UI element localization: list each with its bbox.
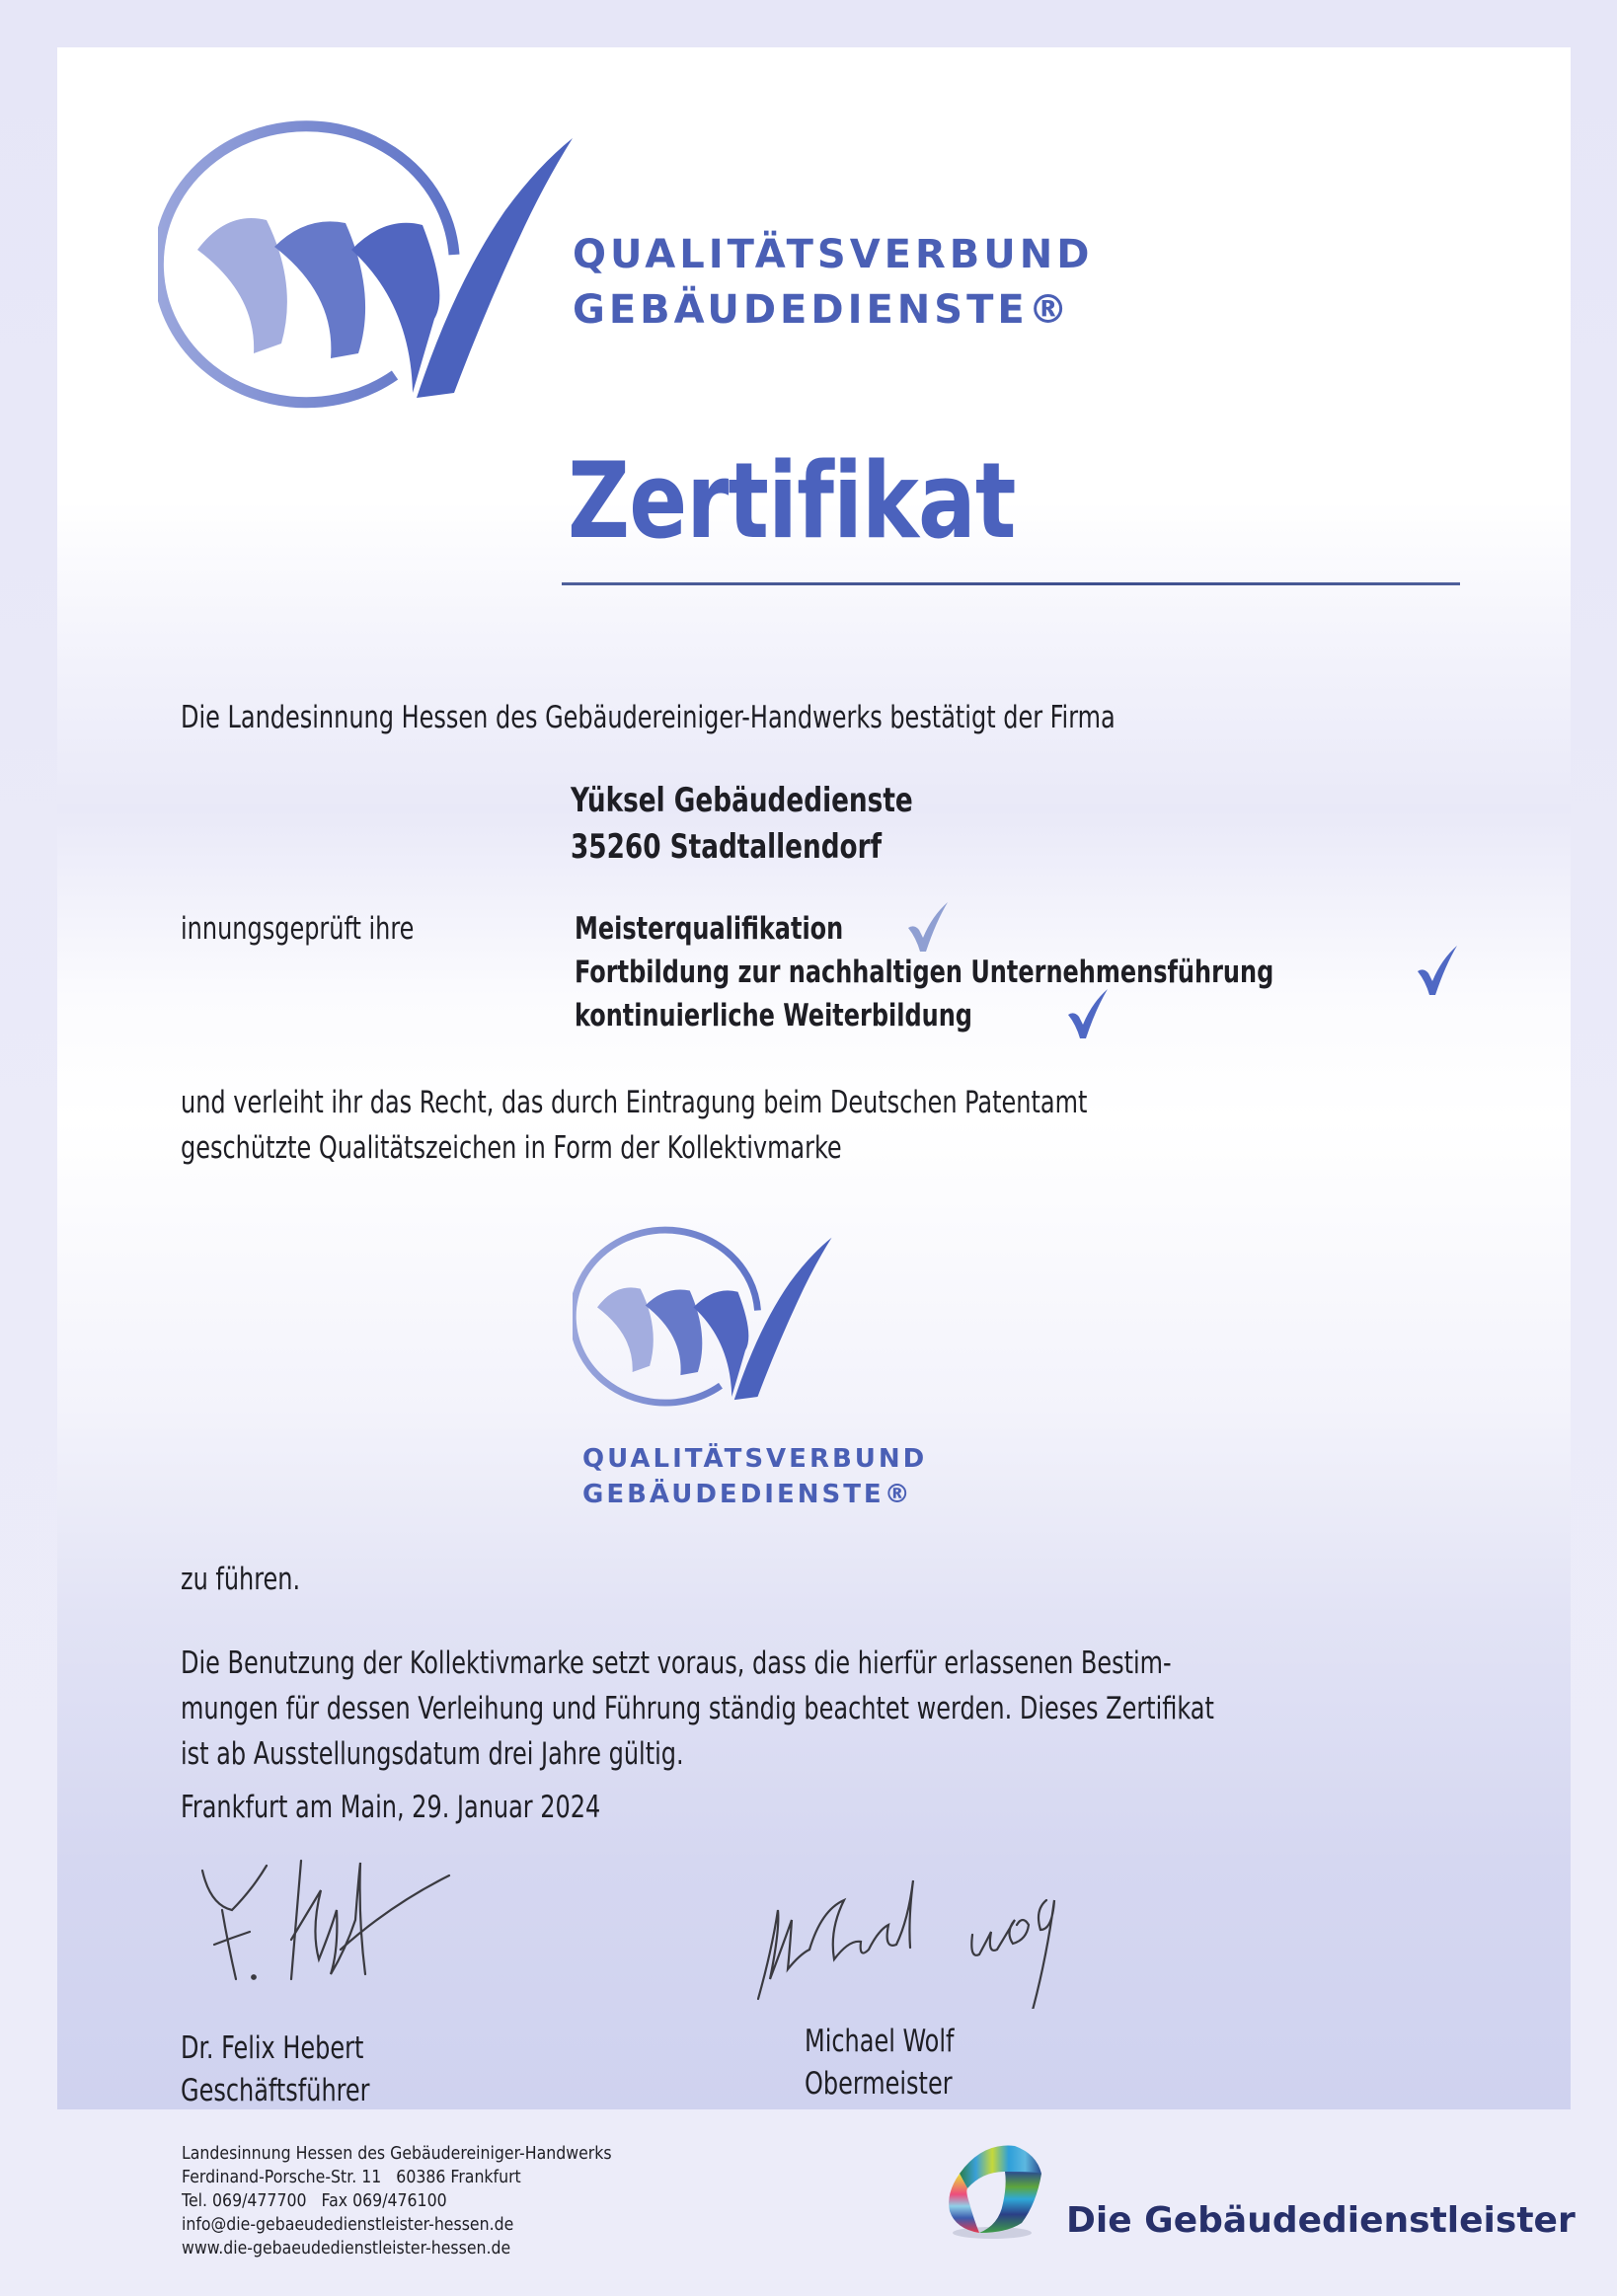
- qualification-item: [575, 998, 1388, 1044]
- page-title: Zertifikat: [568, 440, 1016, 562]
- firm-block: [571, 781, 968, 877]
- qualitaetsverbund-logo-icon: [158, 116, 582, 432]
- place-date: [181, 1790, 669, 1825]
- qualification-item: [575, 911, 1388, 957]
- footer-website[interactable]: www.die-gebaeudedienstleister-hessen.de: [182, 2239, 511, 2258]
- qualification-text: kontinuierliche Weiterbildung: [575, 998, 972, 1033]
- collective-mark-line-1: QUALITÄTSVERBUND: [582, 1444, 928, 1474]
- footer-brand-name: Die Gebäudedienstleister: [1066, 2200, 1576, 2241]
- collective-mark-wordmark: [582, 1446, 927, 1517]
- qualification-text: Fortbildung zur nachhaltigen Unternehmensführung: [575, 955, 1274, 990]
- intro-line: Die Landesinnung Hessen des Gebäudereiniger-Handwerks bestätigt der Firma: [181, 700, 1116, 735]
- footer-contact-line: Landesinnung Hessen des Gebäudereiniger-Handwerks: [182, 2144, 612, 2164]
- signatory-name: Michael Wolf: [805, 2024, 955, 2059]
- grant-text: [181, 1085, 1235, 1179]
- qualitaetsverbund-logo-icon: [573, 1224, 869, 1421]
- footer-contact: [182, 2142, 659, 2260]
- signatory-role: Geschäftsführer: [181, 2073, 370, 2108]
- signatory-1: [181, 2030, 401, 2118]
- title-divider: [562, 582, 1460, 585]
- brand-line-1: QUALITÄTSVERBUND: [573, 232, 1094, 277]
- grant-line-2: geschützte Qualitätszeichen in Form der Kollektivmarke: [181, 1130, 842, 1166]
- qualifications-label-text: innungsgeprüft ihre: [181, 911, 415, 947]
- intro-text: [181, 700, 1268, 735]
- signature-icon: [750, 1871, 1116, 2009]
- checkmark-icon: [906, 900, 950, 954]
- closing-line: zu führen.: [181, 1562, 301, 1597]
- checkmark-icon: [1416, 944, 1459, 997]
- terms-line-3: ist ab Ausstellungsdatum drei Jahre gültig.: [181, 1736, 684, 1772]
- footer-email[interactable]: info@die-gebaeudedienstleister-hessen.de: [182, 2215, 514, 2235]
- signatory-name: Dr. Felix Hebert: [181, 2030, 364, 2066]
- footer-contact-line: Tel. 069/477700 Fax 069/476100: [182, 2191, 447, 2211]
- signatory-2: [805, 2024, 978, 2111]
- brand-wordmark: [573, 232, 1094, 345]
- terms-line-2: mungen für dessen Verleihung und Führung ständig beachtet werden. Dieses Zertifikat: [181, 1691, 1214, 1726]
- place-date-text: Frankfurt am Main, 29. Januar 2024: [181, 1790, 601, 1825]
- checkmark-icon: [1066, 987, 1110, 1040]
- terms-text: [181, 1645, 1464, 1785]
- qualifications-label: [181, 911, 452, 947]
- collective-mark-line-2: GEBÄUDEDIENSTE®: [582, 1480, 913, 1509]
- qualification-item: [575, 957, 1388, 1001]
- firm-location: 35260 Stadtallendorf: [571, 827, 883, 867]
- signatory-role: Obermeister: [805, 2066, 953, 2102]
- signature-icon: [192, 1851, 508, 1999]
- footer-contact-line: Ferdinand-Porsche-Str. 11 60386 Frankfurt: [182, 2168, 521, 2187]
- qualification-text: Meisterqualifikation: [575, 911, 844, 947]
- grant-line-1: und verleiht ihr das Recht, das durch Eintragung beim Deutschen Patentamt: [181, 1085, 1088, 1120]
- closing-text: [181, 1562, 320, 1597]
- brand-line-2: GEBÄUDEDIENSTE®: [573, 287, 1072, 333]
- firm-name: Yüksel Gebäudedienste: [571, 781, 913, 820]
- ribbon-logo-icon: [938, 2134, 1051, 2243]
- qualifications-list: [575, 911, 1388, 1044]
- terms-line-1: Die Benutzung der Kollektivmarke setzt voraus, dass die hierfür erlassenen Bestim-: [181, 1645, 1172, 1681]
